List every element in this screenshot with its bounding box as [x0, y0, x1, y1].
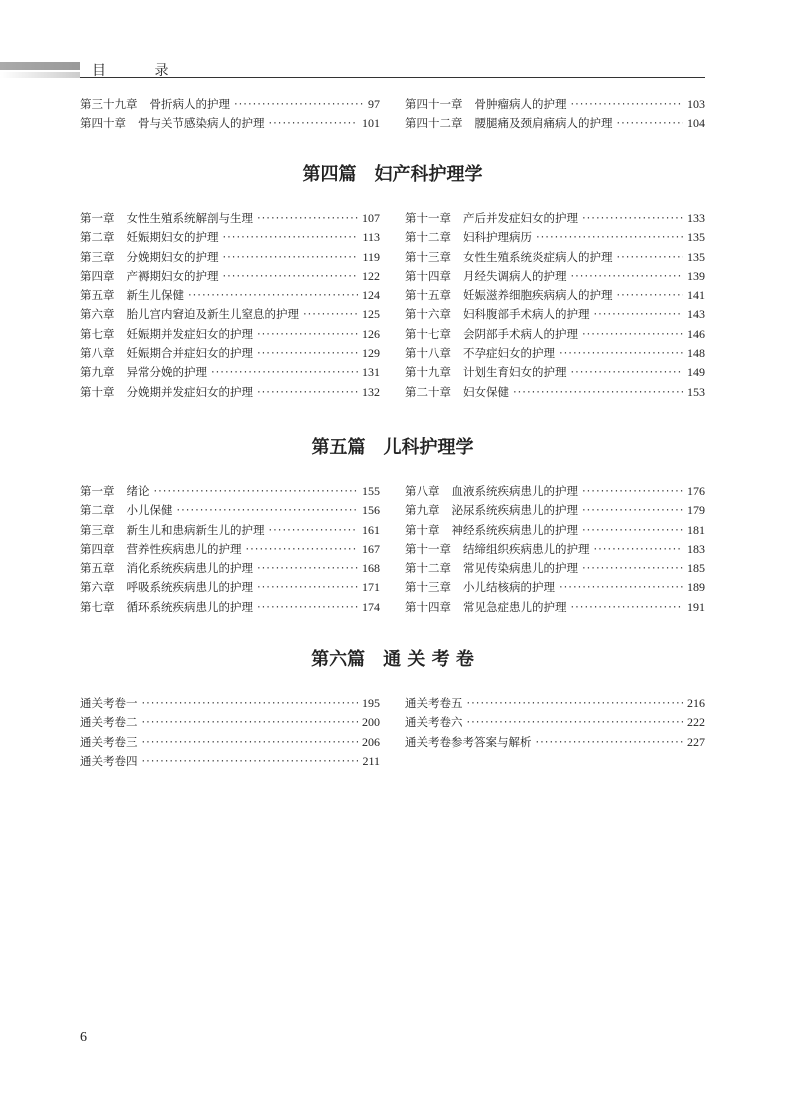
- chapter-title: 骨肿瘤病人的护理: [474, 97, 567, 111]
- chapter-number: 第十一章: [405, 541, 451, 556]
- chapter-title: 骨折病人的护理: [149, 97, 230, 111]
- part-title: 第四篇 妇产科护理学: [302, 164, 483, 185]
- toc-entry[interactable]: [405, 541, 705, 560]
- dot-leader: [582, 211, 683, 225]
- toc-entry[interactable]: [80, 734, 380, 753]
- page-ref: 141: [687, 288, 705, 303]
- chapter-title: 妊娠期并发症妇女的护理: [126, 326, 253, 341]
- chapter-title: 常见急症患儿的护理: [463, 599, 567, 614]
- chapter-title: 呼吸系统疾病患儿的护理: [126, 580, 253, 595]
- page-ref: 148: [687, 346, 705, 361]
- page-ref: 113: [362, 230, 380, 245]
- header-bar-decoration: [0, 62, 80, 70]
- chapter-title: 会阴部手术病人的护理: [463, 326, 578, 341]
- part-title: 第六篇 通 关 考 卷: [311, 649, 474, 670]
- chapter-number: 第三十九章: [80, 97, 138, 111]
- toc-entry[interactable]: [80, 714, 380, 733]
- page-ref: 107: [362, 211, 380, 225]
- page-ref: 168: [362, 561, 380, 576]
- dot-leader: [188, 288, 358, 302]
- dot-leader: [154, 484, 359, 498]
- chapter-title: 产褥期妇女的护理: [126, 268, 219, 283]
- dot-leader: [559, 346, 683, 360]
- toc-entry[interactable]: [80, 384, 380, 403]
- toc-entry[interactable]: [80, 522, 380, 541]
- dot-leader: [536, 735, 684, 749]
- dot-leader: [269, 116, 359, 130]
- chapter-number: 第五章: [80, 288, 115, 303]
- dot-leader: [559, 580, 683, 594]
- chapter-title: 不孕症妇女的护理: [463, 346, 555, 361]
- toc-entry[interactable]: [405, 364, 705, 383]
- chapter-number: 第十三章: [405, 249, 451, 264]
- page-ref: 176: [687, 484, 705, 498]
- chapter-number: 第十章: [405, 522, 440, 537]
- chapter-number: 第四章: [80, 541, 115, 556]
- page-ref: 153: [687, 384, 705, 399]
- chapter-number: 第四十二章: [405, 116, 463, 131]
- page-ref: 211: [362, 753, 380, 768]
- dot-leader: [617, 250, 684, 264]
- chapter-title: 通关考卷一: [80, 696, 138, 710]
- toc-column-right: [405, 210, 705, 403]
- chapter-title: 女性生殖系统解剖与生理: [126, 211, 253, 225]
- dot-leader: [467, 715, 684, 729]
- dot-leader: [594, 542, 684, 556]
- toc-column-right: [405, 695, 705, 772]
- dot-leader: [582, 523, 683, 537]
- page-ref: 181: [687, 522, 705, 537]
- page-ref: 122: [362, 268, 380, 283]
- page-ref: 191: [687, 599, 705, 614]
- toc-entry[interactable]: [405, 96, 705, 115]
- toc-entry[interactable]: [80, 345, 380, 364]
- chapter-number: 第二十章: [405, 384, 451, 399]
- chapter-number: 第六章: [80, 307, 115, 322]
- dot-leader: [142, 735, 359, 749]
- chapter-title: 小儿保健: [126, 503, 173, 518]
- dot-leader: [582, 561, 683, 575]
- toc-entry[interactable]: [405, 560, 705, 579]
- chapter-title: 绪论: [126, 484, 150, 498]
- page-ref: 161: [362, 522, 380, 537]
- chapter-title: 通关考卷二: [80, 715, 138, 730]
- chapter-title: 计划生育妇女的护理: [463, 365, 567, 380]
- dot-leader: [257, 580, 358, 594]
- chapter-number: 第八章: [405, 484, 440, 498]
- toc-column-left: [80, 695, 380, 772]
- page-ref: 167: [362, 541, 380, 556]
- dot-leader: [594, 307, 684, 321]
- toc-entry[interactable]: [405, 326, 705, 345]
- chapter-title: 异常分娩的护理: [126, 365, 207, 380]
- toc-entry[interactable]: [80, 306, 380, 325]
- toc-entry[interactable]: [80, 579, 380, 598]
- chapter-title: 新生儿和患病新生儿的护理: [126, 522, 265, 537]
- toc-column-left: [80, 96, 380, 135]
- chapter-number: 第十章: [80, 384, 115, 399]
- dot-leader: [571, 365, 684, 379]
- dot-leader: [582, 327, 683, 341]
- page-ref: 104: [687, 116, 705, 131]
- toc-entry[interactable]: [80, 364, 380, 383]
- page-ref: 149: [687, 365, 705, 380]
- page-ref: 227: [687, 734, 705, 749]
- chapter-title: 妊娠期合并症妇女的护理: [126, 346, 253, 361]
- toc-column-right: [405, 96, 705, 135]
- chapter-number: 第九章: [405, 503, 440, 518]
- header-bar-shadow: [0, 72, 80, 78]
- toc-entry[interactable]: [405, 115, 705, 134]
- toc-entry[interactable]: [80, 541, 380, 560]
- dot-leader: [142, 715, 359, 729]
- dot-leader: [582, 484, 683, 498]
- chapter-title: 血液系统疾病患儿的护理: [451, 484, 578, 498]
- chapter-title: 小儿结核病的护理: [463, 580, 555, 595]
- chapter-title: 营养性疾病患儿的护理: [126, 541, 242, 556]
- chapter-number: 第三章: [80, 249, 115, 264]
- chapter-title: 新生儿保健: [126, 288, 184, 303]
- toc-entry[interactable]: [405, 345, 705, 364]
- chapter-title: 产后并发症妇女的护理: [463, 211, 578, 225]
- chapter-title: 腰腿痛及颈肩痛病人的护理: [474, 116, 613, 131]
- dot-leader: [246, 542, 359, 556]
- chapter-number: 第十三章: [405, 580, 451, 595]
- page-ref: 135: [687, 230, 705, 245]
- page-ref: 126: [362, 326, 380, 341]
- chapter-number: 第十一章: [405, 211, 451, 225]
- toc-entry[interactable]: [405, 249, 705, 268]
- chapter-number: 第十二章: [405, 561, 451, 576]
- toc-entry[interactable]: [80, 326, 380, 345]
- page-ref: 143: [687, 307, 705, 322]
- chapter-number: 第七章: [80, 599, 115, 614]
- toc-entry[interactable]: [405, 229, 705, 248]
- toc-entry[interactable]: [405, 599, 705, 618]
- page-ref: 124: [362, 288, 380, 303]
- toc-entry[interactable]: [80, 502, 380, 521]
- dot-leader: [269, 523, 359, 537]
- chapter-title: 妊娠滋养细胞疾病病人的护理: [463, 288, 613, 303]
- chapter-title: 月经失调病人的护理: [463, 268, 567, 283]
- chapter-number: 第八章: [80, 346, 115, 361]
- toc-entry[interactable]: [405, 714, 705, 733]
- toc-entry[interactable]: [405, 522, 705, 541]
- chapter-number: 第十四章: [405, 599, 451, 614]
- dot-leader: [257, 561, 358, 575]
- chapter-title: 神经系统疾病患儿的护理: [451, 522, 578, 537]
- toc-entry[interactable]: [80, 599, 380, 618]
- page-ref: 171: [362, 580, 380, 595]
- dot-leader: [257, 385, 358, 399]
- toc-entry[interactable]: [405, 695, 705, 714]
- chapter-title: 通关考卷三: [80, 734, 138, 749]
- page-ref: 189: [687, 580, 705, 595]
- chapter-number: 第十五章: [405, 288, 451, 303]
- page-ref: 216: [687, 696, 705, 710]
- chapter-title: 分娩期并发症妇女的护理: [126, 384, 253, 399]
- page-number: 6: [80, 1030, 87, 1045]
- toc-entry[interactable]: [80, 229, 380, 248]
- dot-leader: [257, 327, 358, 341]
- chapter-number: 第一章: [80, 484, 115, 498]
- chapter-number: 第四十一章: [405, 97, 463, 111]
- toc-entry[interactable]: [405, 287, 705, 306]
- toc-column-left: [80, 210, 380, 403]
- dot-leader: [617, 116, 684, 130]
- page-ref: 129: [362, 346, 380, 361]
- chapter-title: 泌尿系统疾病患儿的护理: [451, 503, 578, 518]
- dot-leader: [571, 97, 684, 111]
- page-ref: 174: [362, 599, 380, 614]
- chapter-title: 妊娠期妇女的护理: [126, 230, 219, 245]
- dot-leader: [223, 269, 359, 283]
- chapter-number: 第四十章: [80, 116, 126, 131]
- chapter-title: 骨与关节感染病人的护理: [138, 116, 265, 131]
- chapter-title: 消化系统疾病患儿的护理: [126, 561, 253, 576]
- dot-leader: [257, 600, 358, 614]
- chapter-title: 循环系统疾病患儿的护理: [126, 599, 253, 614]
- chapter-number: 第六章: [80, 580, 115, 595]
- page-ref: 125: [362, 307, 380, 322]
- chapter-title: 妇科腹部手术病人的护理: [463, 307, 590, 322]
- dot-leader: [142, 696, 359, 710]
- page-ref: 206: [362, 734, 380, 749]
- chapter-title: 胎儿宫内窘迫及新生儿窒息的护理: [126, 307, 299, 322]
- page-ref: 222: [687, 715, 705, 730]
- toc-entry[interactable]: [405, 734, 705, 753]
- chapter-title: 结缔组织疾病患儿的护理: [463, 541, 590, 556]
- toc-entry[interactable]: [80, 483, 380, 502]
- toc-column-right: [405, 483, 705, 618]
- chapter-title: 通关考卷四: [80, 753, 138, 768]
- page-ref: 132: [362, 384, 380, 399]
- dot-leader: [571, 600, 684, 614]
- page-ref: 131: [362, 365, 380, 380]
- dot-leader: [142, 754, 359, 768]
- dot-leader: [571, 269, 684, 283]
- page-ref: 155: [362, 484, 380, 498]
- chapter-title: 通关考卷参考答案与解析: [405, 734, 532, 749]
- dot-leader: [582, 503, 683, 517]
- page-ref: 135: [687, 249, 705, 264]
- chapter-title: 妇科护理病历: [463, 230, 532, 245]
- toc-entry[interactable]: [405, 210, 705, 229]
- chapter-number: 第二章: [80, 230, 115, 245]
- page-ref: 119: [362, 249, 380, 264]
- page-ref: 185: [687, 561, 705, 576]
- page-ref: 101: [362, 116, 380, 131]
- chapter-number: 第三章: [80, 522, 115, 537]
- chapter-number: 第十六章: [405, 307, 451, 322]
- chapter-number: 第十二章: [405, 230, 451, 245]
- chapter-number: 第十九章: [405, 365, 451, 380]
- chapter-number: 第二章: [80, 503, 115, 518]
- page-ref: 146: [687, 326, 705, 341]
- page-ref: 103: [687, 97, 705, 111]
- toc-column-left: [80, 483, 380, 618]
- dot-leader: [223, 230, 359, 244]
- dot-leader: [177, 503, 359, 517]
- chapter-title: 女性生殖系统炎症病人的护理: [463, 249, 613, 264]
- toc-entry[interactable]: [80, 560, 380, 579]
- toc-entry[interactable]: [405, 268, 705, 287]
- toc-entry[interactable]: [80, 96, 380, 115]
- part-title: 第五篇 儿科护理学: [311, 437, 474, 458]
- page-ref: 179: [687, 503, 705, 518]
- toc-entry[interactable]: [80, 753, 380, 772]
- chapter-number: 第十七章: [405, 326, 451, 341]
- chapter-title: 通关考卷六: [405, 715, 463, 730]
- chapter-number: 第五章: [80, 561, 115, 576]
- page-ref: 133: [687, 211, 705, 225]
- dot-leader: [257, 211, 358, 225]
- chapter-title: 妇女保健: [463, 384, 509, 399]
- header-title: 目 录: [92, 63, 191, 79]
- chapter-number: 第九章: [80, 365, 115, 380]
- chapter-number: 第七章: [80, 326, 115, 341]
- chapter-title: 常见传染病患儿的护理: [463, 561, 578, 576]
- dot-leader: [617, 288, 684, 302]
- page-ref: 200: [362, 715, 380, 730]
- dot-leader: [303, 307, 358, 321]
- page-ref: 195: [362, 696, 380, 710]
- chapter-number: 第一章: [80, 211, 115, 225]
- dot-leader: [467, 696, 684, 710]
- page-ref: 97: [368, 97, 380, 111]
- chapter-title: 通关考卷五: [405, 696, 463, 710]
- toc-entry[interactable]: [405, 306, 705, 325]
- dot-leader: [211, 365, 358, 379]
- dot-leader: [223, 250, 359, 264]
- page-ref: 183: [687, 541, 705, 556]
- toc-entry[interactable]: [80, 210, 380, 229]
- chapter-number: 第十四章: [405, 268, 451, 283]
- dot-leader: [513, 385, 683, 399]
- toc-entry[interactable]: [80, 115, 380, 134]
- chapter-number: 第十八章: [405, 346, 451, 361]
- chapter-title: 分娩期妇女的护理: [126, 249, 219, 264]
- toc-entry[interactable]: [80, 268, 380, 287]
- toc-entry[interactable]: [80, 287, 380, 306]
- toc-entry[interactable]: [405, 384, 705, 403]
- dot-leader: [536, 230, 683, 244]
- toc-entry[interactable]: [405, 502, 705, 521]
- toc-entry[interactable]: [80, 695, 380, 714]
- page-ref: 156: [362, 503, 380, 518]
- toc-entry[interactable]: [405, 483, 705, 502]
- toc-entry[interactable]: [80, 249, 380, 268]
- page-ref: 139: [687, 268, 705, 283]
- dot-leader: [234, 97, 364, 111]
- dot-leader: [257, 346, 358, 360]
- chapter-number: 第四章: [80, 268, 115, 283]
- toc-entry[interactable]: [405, 579, 705, 598]
